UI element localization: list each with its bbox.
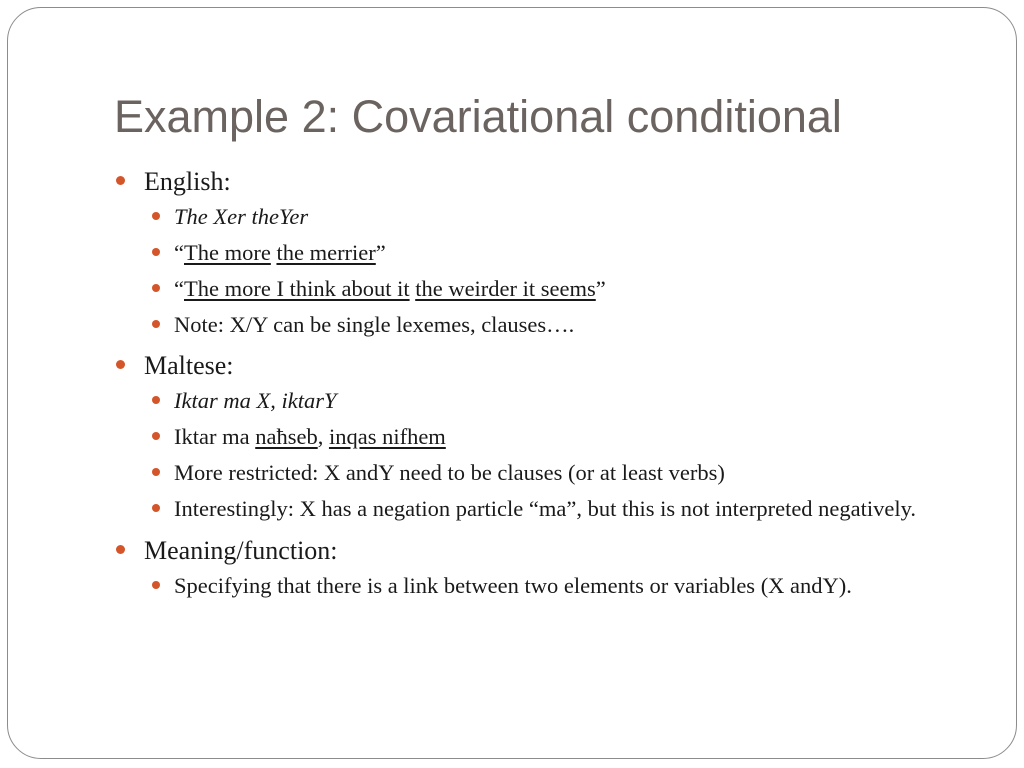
bullet-dot-icon (116, 545, 125, 554)
item-text: Note: X/Y can be single lexemes, clauses…. (174, 312, 575, 337)
bullet-dot-icon (152, 284, 160, 292)
close-quote: ” (595, 276, 606, 301)
item-text: Iktar ma X, iktarY (174, 388, 337, 413)
list-item (114, 458, 944, 487)
section-english (114, 162, 944, 202)
open-quote: “ (174, 276, 184, 301)
list-item (114, 386, 944, 415)
list-item (114, 422, 944, 451)
list-item (114, 274, 944, 303)
bullet-list (114, 162, 944, 608)
underlined-phrase: the merrier (276, 240, 376, 265)
section-maltese (114, 346, 944, 386)
underlined-phrase: the weirder it seems (415, 276, 596, 301)
section-heading: Maltese: (144, 351, 234, 380)
item-text: Specifying that there is a link between two elements or variables (X andY). (174, 573, 852, 598)
underlined-phrase: The more I think about it (184, 276, 410, 301)
close-quote: ” (375, 240, 386, 265)
bullet-dot-icon (152, 581, 160, 589)
section-heading: Meaning/function: (144, 536, 338, 565)
list-item (114, 310, 944, 339)
item-text: Interestingly: X has a negation particle “ma”, but this is not interpreted negatively. (174, 496, 917, 521)
underlined-phrase: inqas nifhem (328, 424, 446, 449)
section-meaning (114, 531, 944, 571)
slide-title: Example 2: Covariational conditional (114, 91, 842, 142)
item-prefix: Iktar ma (174, 424, 256, 449)
bullet-dot-icon (152, 432, 160, 440)
list-item (114, 494, 944, 523)
bullet-dot-icon (152, 468, 160, 476)
bullet-dot-icon (152, 504, 160, 512)
open-quote: “ (174, 240, 184, 265)
item-text: More restricted: X andY need to be clauses (or at least verbs) (174, 460, 725, 485)
list-item (114, 571, 944, 600)
bullet-dot-icon (116, 176, 125, 185)
section-heading: English: (144, 167, 231, 196)
bullet-dot-icon (152, 320, 160, 328)
item-text: The Xer theYer (174, 204, 309, 229)
bullet-dot-icon (152, 248, 160, 256)
bullet-dot-icon (152, 212, 160, 220)
underlined-phrase: naħseb (255, 424, 318, 449)
list-item (114, 238, 944, 267)
list-item (114, 202, 944, 231)
underlined-phrase: The more (184, 240, 271, 265)
bullet-dot-icon (152, 396, 160, 404)
bullet-dot-icon (116, 360, 125, 369)
comma: , (317, 424, 324, 449)
